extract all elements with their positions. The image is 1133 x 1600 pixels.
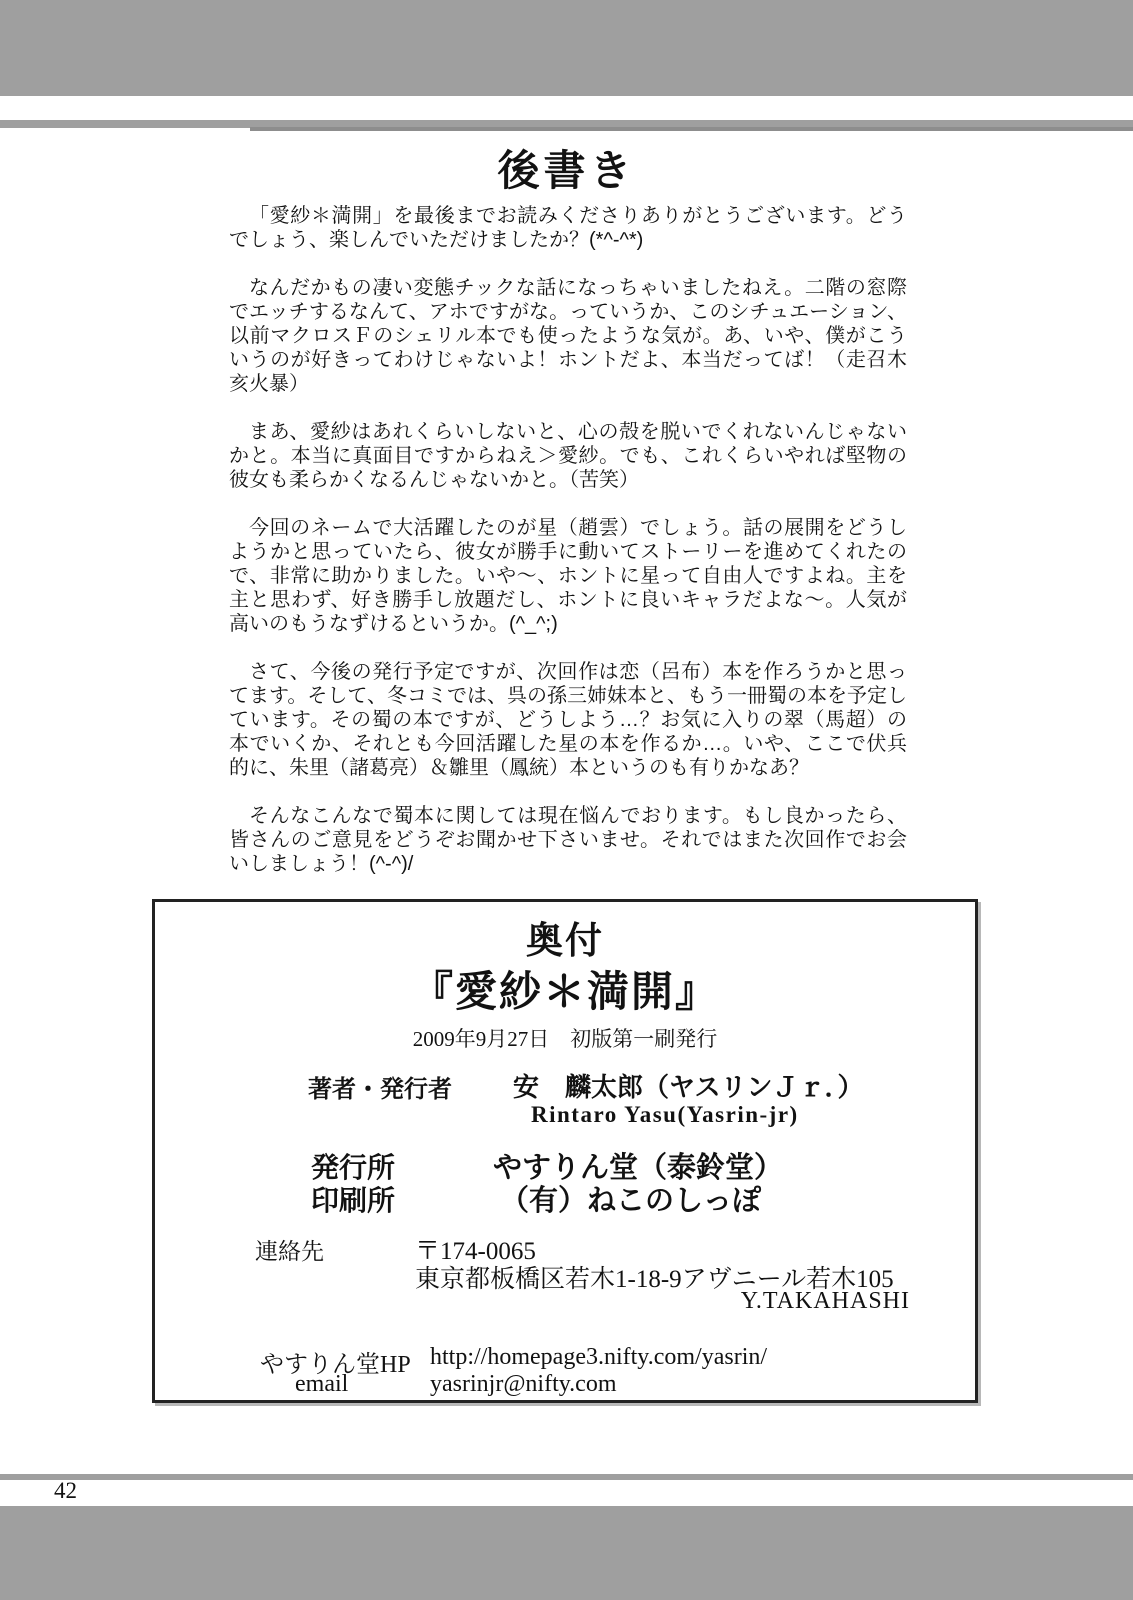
colophon-heading: 奥付 [526,920,604,961]
afterword-body [229,204,907,876]
top-gray-band [0,0,1133,96]
colophon-date-line: 2009年9月27日 初版第一刷発行 [412,1027,718,1051]
author-romaji: Rintaro Yasu(Yasrin-jr) [531,1102,799,1127]
afterword-paragraph-3: まあ、愛紗はあれくらいしないと、心の殻を脱いでくれないんじゃないかと。本当に真面目ですからねえ＞愛紗。でも、これくらいやれば堅物の彼女も柔らかくなるんじゃないかと。（苦笑） [229,421,907,491]
contact-name: Y.TAKAHASHI [740,1288,910,1314]
printer-label: 印刷所 [311,1185,396,1216]
afterword-paragraph-6: そんなこんなで蜀本に関しては現在悩んでおります。もし良かったら、皆さんのご意見をどうぞお聞かせ下さいませ。それではまた次回作でお会いしましょう！(^-^)/ [229,805,907,875]
contact-address: 東京都板橋区若木1-18-9アヴニール若木105 [415,1266,894,1293]
afterword-paragraph-4: 今回のネームで大活躍したのが星（趙雲）でしょう。話の展開をどうしようかと思っていたら、彼女が勝手に動いてストーリーを進めてくれたので、非常に助かりました。いや〜、ホントに星って自由人ですよね。主を主と思わず、好き勝手し放題だし、ホントに良いキャラだよな〜。人気が高いのもうなずけるというか。(^_^;) [229,517,907,635]
author-label: 著者・発行者 [308,1077,452,1103]
bottom-gray-band [0,1506,1133,1600]
page-title: 後書き [497,147,636,194]
website-label: やすりん堂HP [260,1352,411,1378]
colophon-book-title: 『愛紗＊満開』 [410,970,719,1016]
email-label: email [295,1371,349,1397]
author-value: 安 麟太郎（ヤスリンＪｒ．） [513,1073,864,1102]
printer-value: （有）ねこのしっぽ [500,1185,762,1217]
publisher-label: 発行所 [311,1152,396,1183]
page-number: 42 [54,1478,77,1503]
bottom-divider-strip [0,1474,1133,1480]
afterword-paragraph-2: なんだかもの凄い変態チックな話になっちゃいましたねえ。二階の窓際でエッチするなんて、アホですがな。っていうか、このシチュエーション、以前マクロスＦのシェリル本でも使ったような気が。あ、いや、僕がこういうのが好きってわけじゃないよ！ホントだよ、本当だってば！（走召木亥火暴） [229,277,907,395]
website-url: http://homepage3.nifty.com/yasrin/ [430,1344,768,1370]
afterword-paragraph-5: さて、今後の発行予定ですが、次回作は恋（呂布）本を作ろうかと思ってます。そして、冬コミでは、呉の孫三姉妹本と、もう一冊蜀の本を予定しています。その蜀の本ですが、どうしよう…？お気に入りの翠（馬超）の本でいくか、それとも今回活躍した星の本を作るか…。いや、ここで伏兵的に、朱里（諸葛亮）＆雛里（鳳統）本というのも有りかなあ？ [229,661,907,779]
email-value: yasrinjr@nifty.com [430,1371,617,1397]
top-divider-shadow [250,127,1133,131]
afterword-paragraph-1: 「愛紗＊満開」を最後までお読みくださりありがとうございます。どうでしょう、楽しんでいただけましたか？(*^-^*) [229,205,907,251]
publisher-value: やすりん堂（泰鈴堂） [493,1152,784,1184]
contact-label: 連絡先 [255,1239,324,1264]
postal-code: 〒174-0065 [415,1238,536,1265]
colophon-box [152,899,978,1403]
